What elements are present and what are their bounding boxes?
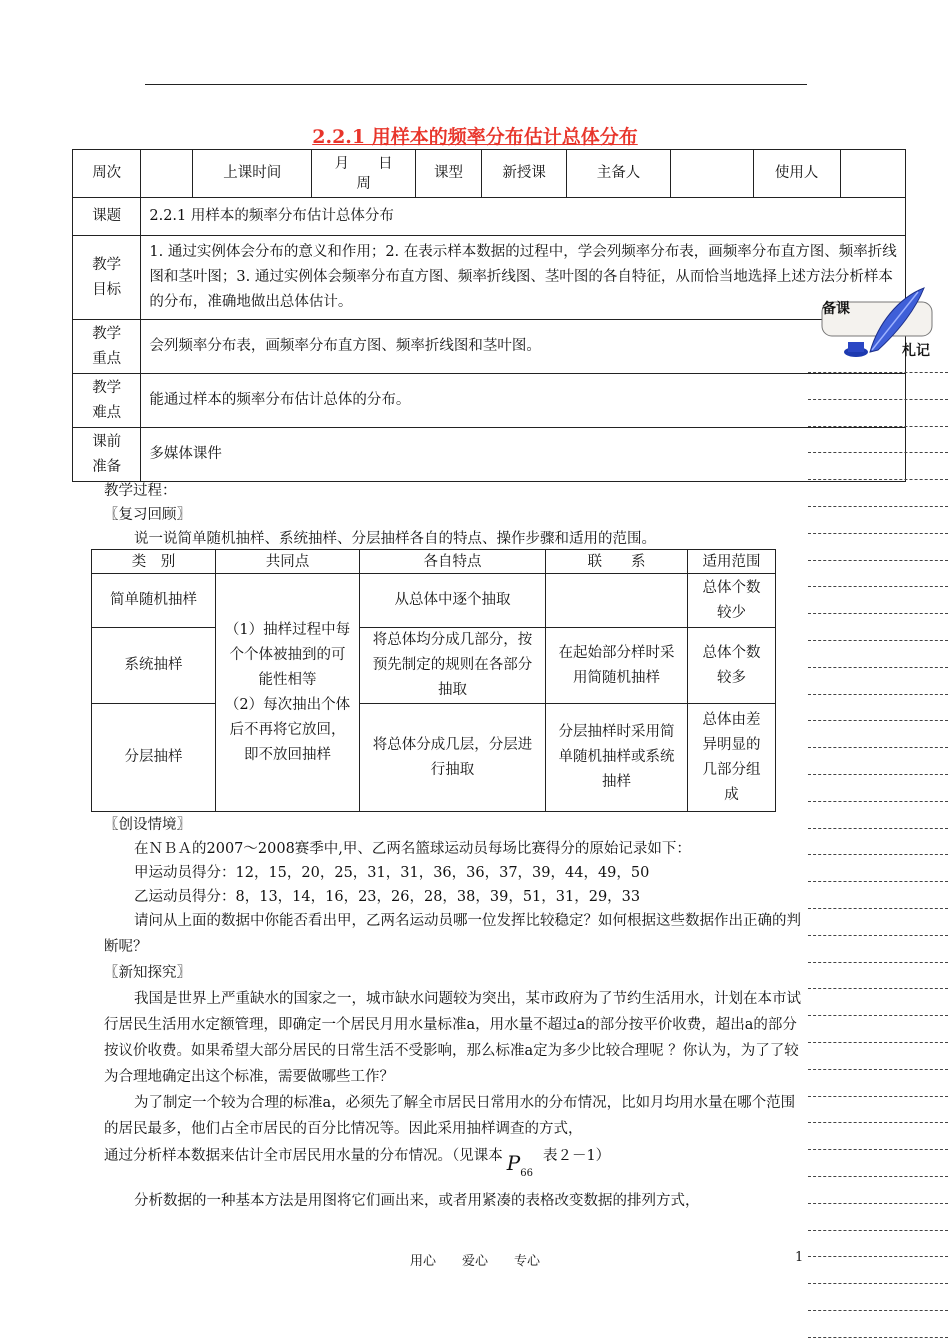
margin-note-line [808, 988, 948, 989]
explore-reference: 通过分析样本数据来估计全市居民用水量的分布情况。（见课本 $P_{66}$表２－1） [104, 1148, 611, 1179]
page-footer: 用心 爱心 专心 [409, 1254, 540, 1269]
row-type: 分层抽样 [92, 704, 216, 812]
margin-note-line [808, 560, 948, 561]
week-label: 周次 [73, 150, 141, 198]
scenario-line: 甲运动员得分：12，15，20，25，31，31，36，36，37，39，44，49，50 [134, 865, 650, 881]
margin-note-line [808, 1096, 948, 1097]
explore-paragraph: 分析数据的一种基本方法是用图将它们画出来，或者用紧凑的表格改变数据的排列方式， [134, 1193, 700, 1209]
difficulty-text: 能通过样本的频率分布估计总体的分布。 [141, 374, 906, 428]
margin-note-line [808, 586, 948, 587]
topic-value: 2.2.1 用样本的频率分布估计总体分布 [141, 198, 906, 236]
month-day: 月 日 [334, 155, 393, 172]
margin-note-line [808, 667, 948, 668]
page-number: 1 [795, 1250, 804, 1265]
difficulty-label: 教学 难点 [73, 374, 141, 428]
preparer-label: 主备人 [567, 150, 671, 198]
process-heading: 教学过程： [104, 483, 177, 499]
row-feature: 将总体分成几层，分层进行抽取 [360, 704, 546, 812]
margin-note-line [808, 452, 948, 453]
badge-label-bottom: 札记 [902, 343, 930, 359]
sampling-table [91, 549, 776, 812]
week-of: 周 [356, 175, 371, 192]
margin-note-line [808, 1015, 948, 1016]
scenario-question: 请问从上面的数据中你能否看出甲，乙两名运动员哪一位发挥比较稳定？如何根据这些数据作出正确的判断呢？ [104, 913, 801, 955]
row-relation [546, 574, 688, 628]
textbook-page-symbol: P [506, 1151, 521, 1175]
margin-note-line [808, 1310, 948, 1311]
preparer-value [670, 150, 753, 198]
lesson-info-table [72, 149, 906, 482]
margin-note-line [808, 881, 948, 882]
margin-note-line [808, 828, 948, 829]
week-value [141, 150, 193, 198]
review-heading: 〖复习回顾〗 [104, 507, 191, 523]
textbook-page-number: 66 [520, 1168, 533, 1179]
col-header-common: 共同点 [216, 550, 360, 574]
explore-paragraph: 我国是世界上严重缺水的国家之一，城市缺水问题较为突出，某市政府为了节约生活用水，计划在本市试行居民生活用水定额管理，即确定一个居民月用水量标准a，用水量不超过a的部分按平价收费，超出a的部分按议价收费。如果希望大部分居民的日常生活不受影响，那么标准a定为多少比较合理呢 ？你认为，为了了较为合理地确定出这个标准，需要做哪些工作？ [104, 991, 801, 1085]
goal-label: 教学 目标 [73, 236, 141, 320]
col-header-feature: 各自特点 [360, 550, 546, 574]
explore-paragraph: 为了制定一个较为合理的标准a，必须先了解全市居民日常用水的分布情况，比如月均用水量在哪个范围的居民最多，他们占全市居民的百分比情况等。因此采用抽样调查的方式， [104, 1095, 796, 1137]
row-type: 简单随机抽样 [92, 574, 216, 628]
margin-note-line [808, 372, 948, 373]
prep-label: 课前 准备 [73, 428, 141, 482]
topic-label: 课题 [73, 198, 141, 236]
row-type: 系统抽样 [92, 628, 216, 704]
margin-note-line [808, 1122, 948, 1123]
margin-note-line [808, 1283, 948, 1284]
col-header-relation: 联 系 [546, 550, 688, 574]
margin-note-line [808, 426, 948, 427]
page-title: 2.2.1 用样本的频率分布估计总体分布 [312, 126, 638, 148]
user-value [840, 150, 905, 198]
margin-note-line [808, 1149, 948, 1150]
lesson-type-label: 课型 [415, 150, 481, 198]
row-relation: 分层抽样时采用简单随机抽样或系统抽样 [546, 704, 688, 812]
row-relation: 在起始部分样时采用简随机抽样 [546, 628, 688, 704]
margin-note-line [808, 1337, 948, 1338]
scenario-line: 乙运动员得分：8，13，14，16，23，26，28，38，39，51，31，29，33 [134, 889, 641, 905]
date-cell [312, 150, 416, 198]
margin-note-line [808, 935, 948, 936]
margin-note-line [808, 1203, 948, 1204]
col-header-scope: 适用范围 [688, 550, 776, 574]
margin-note-line [808, 1176, 948, 1177]
col-header-type: 类 别 [92, 550, 216, 574]
row-scope: 总体个数较少 [688, 574, 776, 628]
margin-note-line [808, 506, 948, 507]
key-text: 会列频率分布表，画频率分布直方图、频率折线图和茎叶图。 [141, 320, 906, 374]
margin-note-line [808, 613, 948, 614]
review-prompt: 说一说简单随机抽样、系统抽样、分层抽样各自的特点、操作步骤和适用的范围。 [134, 531, 656, 547]
margin-note-line [808, 1069, 948, 1070]
header-rule [145, 84, 807, 85]
prep-text: 多媒体课件 [141, 428, 906, 482]
scenario-heading: 〖创设情境〗 [104, 817, 191, 833]
row-scope: 总体由差异明显的几部分组成 [688, 704, 776, 812]
scenario-line: 在ＮＢＡ的2007～2008赛季中,甲、乙两名篮球运动员每场比赛得分的原始记录如下： [134, 841, 691, 857]
margin-note-line [808, 908, 948, 909]
goal-text: 1. 通过实例体会分布的意义和作用；2. 在表示样本数据的过程中，学会列频率分布表，画频率分布直方图、频率折线图和茎叶图；3. 通过实例体会频率分布直方图、频率折线图、茎叶图的各自特征，从而恰当地选择上述方法分析样本的分布，准确地做出总体估计。 [141, 236, 906, 320]
user-label: 使用人 [753, 150, 840, 198]
margin-note-line [808, 1230, 948, 1231]
margin-note-line [808, 694, 948, 695]
explore-heading: 〖新知探究〗 [104, 965, 191, 981]
lesson-type-value: 新授课 [482, 150, 567, 198]
row-feature: 从总体中逐个抽取 [360, 574, 546, 628]
margin-note-line [808, 774, 948, 775]
common-points: （1）抽样过程中每个个体被抽到的可能性相等 （2）每次抽出个体后不再将它放回，即不放回抽样 [216, 574, 360, 812]
margin-note-line [808, 399, 948, 400]
margin-note-line [808, 962, 948, 963]
row-scope: 总体个数较多 [688, 628, 776, 704]
row-feature: 将总体均分成几部分，按预先制定的规则在各部分抽取 [360, 628, 546, 704]
class-time-label: 上课时间 [193, 150, 312, 198]
margin-note-line [808, 854, 948, 855]
badge-label-top: 备课 [822, 301, 850, 317]
margin-note-line [808, 533, 948, 534]
key-label: 教学 重点 [73, 320, 141, 374]
margin-note-line [808, 479, 948, 480]
margin-note-line [808, 801, 948, 802]
margin-note-line [808, 1042, 948, 1043]
margin-note-line [808, 640, 948, 641]
margin-note-line [808, 747, 948, 748]
margin-note-line [808, 720, 948, 721]
prep-notes-badge [808, 284, 936, 364]
